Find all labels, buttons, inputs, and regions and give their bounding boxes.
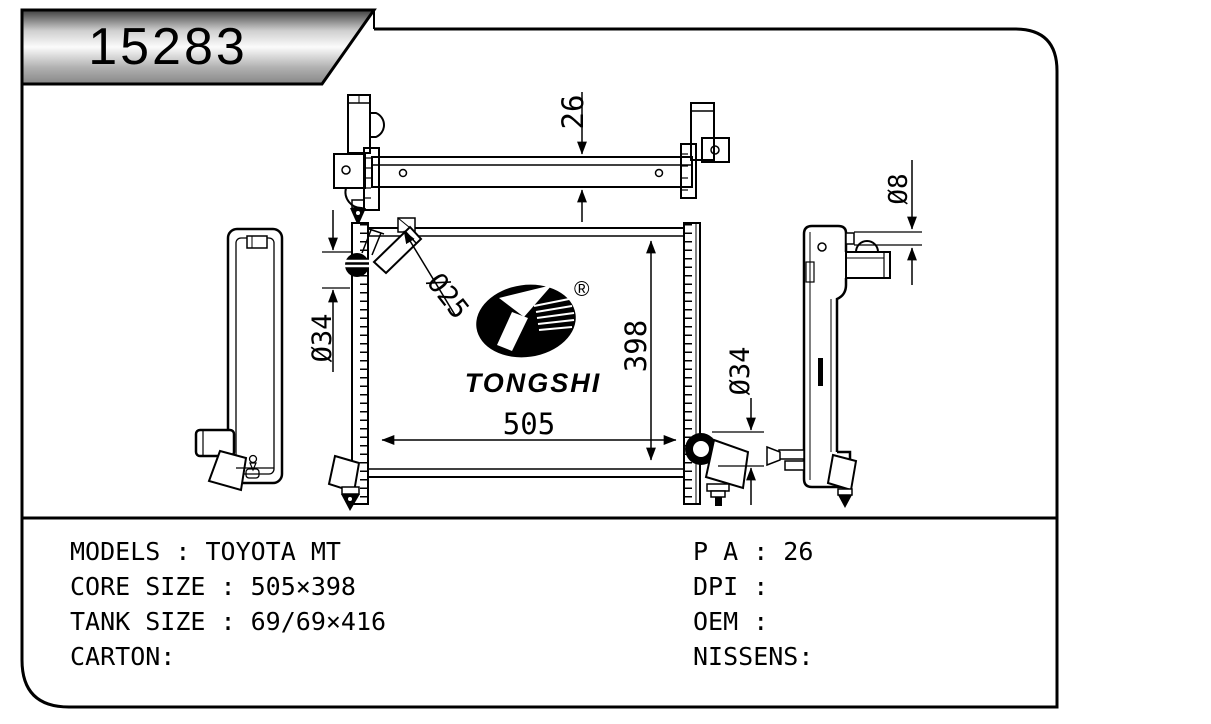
spec-core-size: CORE SIZE : 505×398 <box>70 572 356 601</box>
spec-pa: P A : 26 <box>693 537 814 566</box>
part-number: 15283 <box>88 18 248 76</box>
top-view <box>334 95 729 226</box>
spec-oem: OEM : <box>693 607 769 636</box>
spec-models: MODELS : TOYOTA MT <box>70 537 341 566</box>
dim-cap-diameter: Ø34 <box>306 313 338 363</box>
dim-top-thickness: 26 <box>556 94 590 130</box>
left-side-view <box>196 229 282 490</box>
dim-overflow-pipe-diameter: Ø8 <box>884 173 914 205</box>
dim-core-height: 398 <box>619 319 653 373</box>
brand-name: TONGSHI <box>464 368 602 398</box>
dim-core-width: 505 <box>502 407 556 441</box>
tongshi-logo-mark <box>471 278 580 363</box>
front-view <box>329 218 748 511</box>
spec-carton: CARTON: <box>70 642 176 671</box>
dim-inlet-diameter: Ø25 <box>420 267 476 325</box>
registered-trademark-symbol: ® <box>574 278 590 301</box>
right-side-view <box>767 226 890 508</box>
dim-outlet-diameter: Ø34 <box>724 346 756 396</box>
spec-nissens: NISSENS: <box>693 642 814 671</box>
spec-dpi: DPI : <box>693 572 769 601</box>
spec-tank-size: TANK SIZE : 69/69×416 <box>70 607 387 636</box>
